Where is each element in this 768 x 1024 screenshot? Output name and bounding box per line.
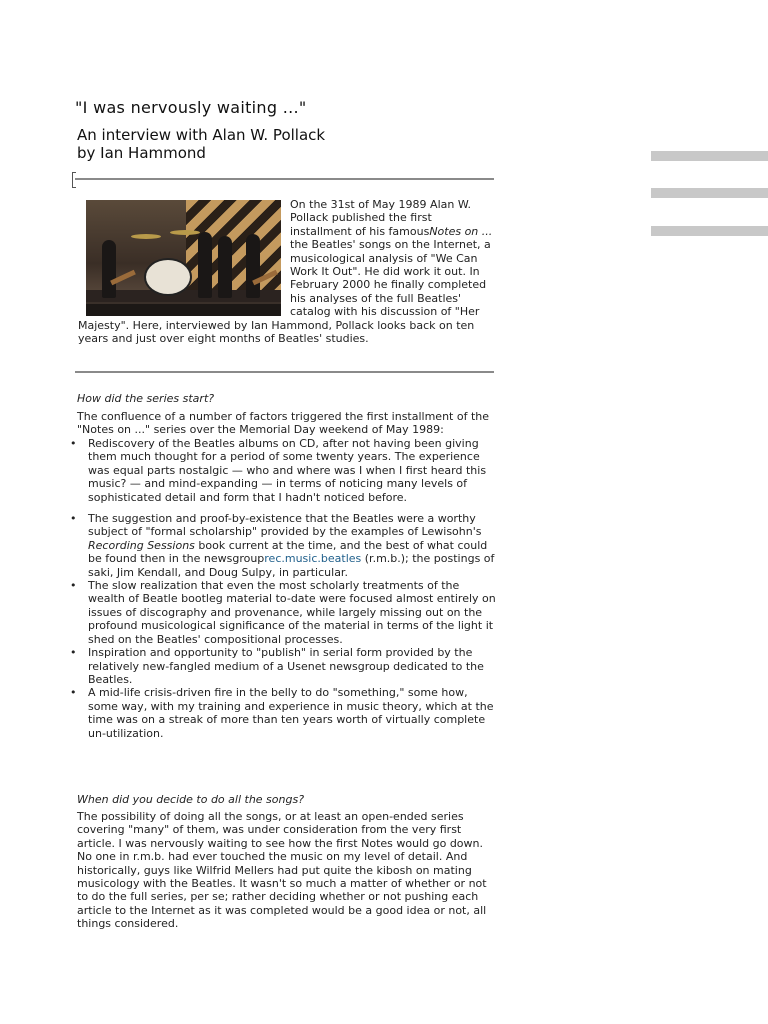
bullet: •: [70, 579, 77, 593]
list-item-text: book current at the time, and the best of what could be found then in the newsgroup: [88, 538, 488, 566]
intro-text-continued: the Beatles' songs on the Internet, a musicological analysis of "We Can Work It Out". He did work it out. In February 2000 he finally completed his analyses of the full Beatles' catalog with his discussion of "Her Majesty". Here, interviewed by Ian Hammond, Pollack looks back on ten years and just over eight months of Beatles' studies.: [78, 238, 491, 346]
sidebar-placeholder-bar-3: [651, 226, 768, 236]
list-item-text: The suggestion and proof-by-existence that the Beatles were a worthy subject of "formal scholarship" provided by the examples of Lewisohn's: [88, 512, 482, 539]
answer-intro: The confluence of a number of factors triggered the first installment of the "Notes on ..." series over the Memorial Day weekend of May 1989:: [77, 410, 490, 437]
bullet: •: [70, 512, 77, 526]
bullet: •: [70, 646, 77, 660]
bullet: •: [70, 686, 77, 700]
list-item-text: A mid-life crisis-driven fire in the belly to do "something," some how, some way, with my training and experience in music theory, which at the time was on a streak of more than ten years worth of virtually complete un-utilization.: [88, 686, 494, 740]
list-item: [70, 686, 498, 740]
list-item: [70, 579, 498, 646]
page-title: "I was nervously waiting ...": [75, 98, 307, 117]
photo-cymbal: [131, 234, 161, 239]
answer-all-songs: The possibility of doing all the songs, or at least an open-ended series covering "many" of them, was under consideration from the very first article. I was nervously waiting to see how the first Notes would go down. No one in r.m.b. had ever touched the music on my level of detail. And historically, guys like Wilfrid Mellers had put quite the kibosh on mating musicology with the Beatles. It wasn't so much a matter of whether or not to do the full series, per se; rather deciding whether or not pushing each article to the Internet as it was completed would be a good idea or not, all things considered.: [77, 810, 487, 931]
horizontal-rule-middle: [75, 371, 494, 373]
rule-mark: [72, 172, 76, 188]
intro-italic-notes: Notes on ...: [429, 224, 493, 238]
photo-audience: [86, 302, 281, 316]
sidebar-placeholder-bar-2: [651, 188, 768, 198]
intro-text: On the 31st of May 1989 Alan W. Pollack published the first installment of his famous: [290, 198, 471, 238]
list-item: [70, 437, 498, 504]
list-item-text: Rediscovery of the Beatles albums on CD, after not having been giving them much thought for a period of some twenty years. The experience was equal parts nostalgic — who and where was I when I first heard this music? — and mind-expanding — in terms of noticing many levels of sophisticated detail and form that I hadn't noticed before.: [88, 437, 487, 504]
recording-sessions-title: Recording Sessions: [88, 538, 195, 552]
intro-section: [78, 198, 494, 345]
photo-figure: [102, 240, 116, 298]
photo-cymbal: [170, 230, 200, 235]
photo-figure: [198, 232, 212, 298]
sidebar-placeholder-bar-1: [651, 151, 768, 161]
list-item: [70, 512, 498, 579]
question-series-start: How did the series start?: [77, 392, 215, 405]
photo-drum: [144, 258, 192, 296]
subtitle: [77, 126, 325, 162]
subtitle-line-interview: An interview with Alan W. Pollack: [77, 126, 326, 144]
bullet: •: [70, 437, 77, 450]
subtitle-line-author: by Ian Hammond: [77, 144, 206, 162]
photo-figure: [246, 234, 260, 298]
question-all-songs: When did you decide to do all the songs?: [77, 793, 305, 806]
list-item-text: The slow realization that even the most scholarly treatments of the wealth of Beatle bootleg material to-date were focused almost entirely on issues of discography and provenance, while largely missing out on the profound musicological significance of the material in terms of the light it shed on the Beatles' compositional processes.: [88, 579, 496, 646]
list-item-text: Inspiration and opportunity to "publish" in serial form provided by the relatively new-fangled medium of a Usenet newsgroup dedicated to the Beatles.: [88, 646, 484, 686]
factors-list: [70, 437, 498, 740]
horizontal-rule-top: [75, 178, 494, 180]
photo-figure: [218, 236, 232, 298]
list-item-text: (r.m.b.); the postings of saki, Jim Kendall, and Doug Sulpy, in particular.: [88, 552, 495, 579]
beatles-photo: [86, 200, 281, 316]
list-item: [70, 646, 498, 686]
rec-music-beatles-link[interactable]: rec.music.beatles: [264, 552, 362, 566]
